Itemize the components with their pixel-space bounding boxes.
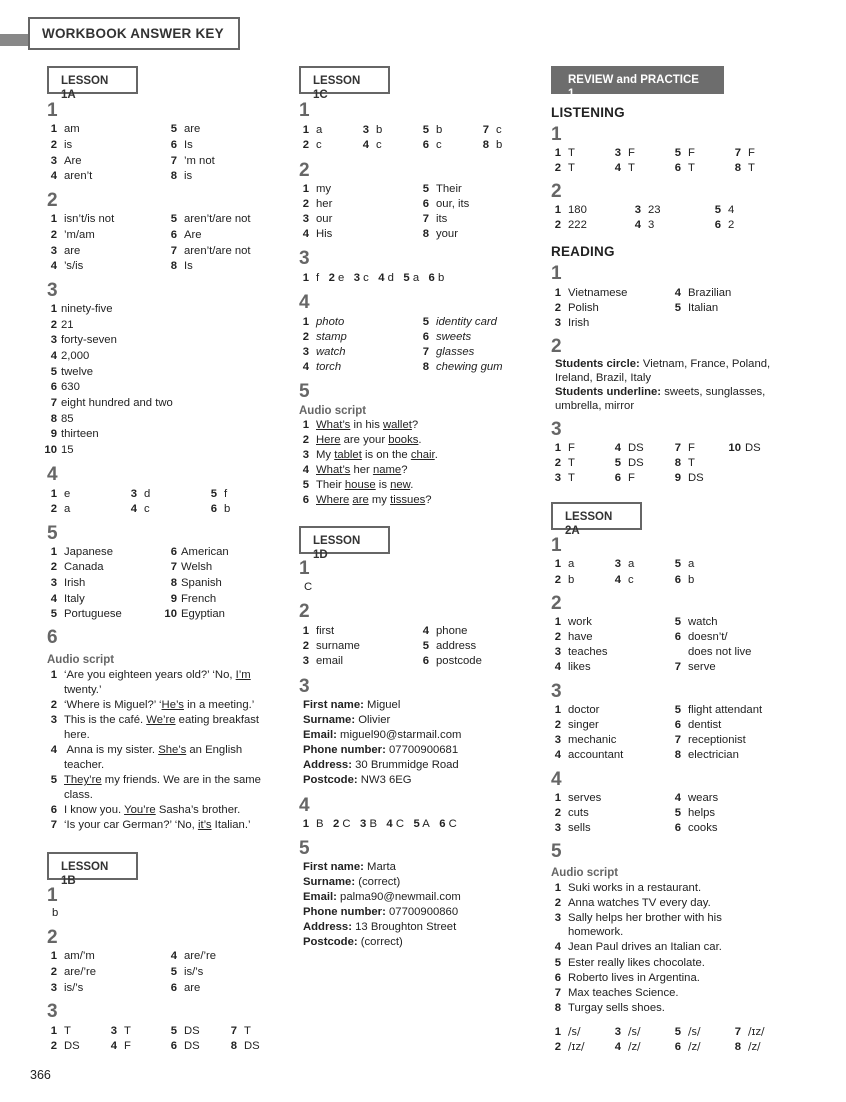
answer-item: 9 DS <box>674 472 704 484</box>
answer-item: 6 b <box>210 503 231 515</box>
script-line: 3 My tablet is on the chair. <box>302 449 438 461</box>
answer-item: 7 ’m not <box>170 155 215 167</box>
answer-item: 2 b <box>554 574 575 586</box>
answer-item: 6 postcode <box>422 655 482 667</box>
answer-item: 5 b <box>422 124 443 136</box>
answer-item: 4 Italy <box>50 593 85 605</box>
ex-number: 5 <box>299 838 310 859</box>
answer-item: 8 DS <box>230 1040 260 1052</box>
answer-item: 5 address <box>422 640 477 652</box>
answer-item: 8 b <box>482 139 503 151</box>
ex-number: 3 <box>299 248 310 269</box>
answer-item: 3 T <box>110 1025 131 1037</box>
answer-item: 8 Spanish <box>170 577 222 589</box>
answer-item: 1 Japanese <box>50 546 113 558</box>
students-circle: Students circle: Vietnam, France, Poland, <box>555 358 771 370</box>
answer-item: 5 Portuguese <box>50 608 122 620</box>
ipa-item: 5 /s/ <box>674 1026 701 1038</box>
answer-item: 7 its <box>422 213 448 225</box>
script-line: 4 What’s her name? <box>302 464 408 476</box>
script-line: 4 Jean Paul drives an Italian car. <box>554 941 722 953</box>
form-field: First name: Miguel <box>303 699 401 711</box>
answer-item: 7 serve <box>674 661 716 673</box>
answer-item: 3 d <box>130 488 151 500</box>
answer-item: 7 T <box>230 1025 251 1037</box>
answer-item: 2 222 <box>554 219 587 231</box>
lesson-2a-label: LESSON 2A <box>551 502 642 530</box>
script-line: class. <box>64 789 93 801</box>
form-field: Surname: (correct) <box>303 876 401 888</box>
answer-item: 2 Canada <box>50 561 104 573</box>
ex-number: 4 <box>299 795 310 816</box>
script-line: 2 ‘Where is Miguel?’ ‘He’s in a meeting.’ <box>50 699 255 711</box>
script-line: 3 Sally helps her brother with his <box>554 912 722 924</box>
answer-item: 7 eight hundred and two <box>50 397 173 409</box>
ipa-item: 7 /ɪz/ <box>734 1026 765 1038</box>
answer-item: 2 cuts <box>554 807 589 819</box>
answer-item: 6 cooks <box>674 822 718 834</box>
ex-number: 1 <box>551 263 562 284</box>
answer-item: 3 Irish <box>50 577 86 589</box>
script-line: 7 Max teaches Science. <box>554 987 679 999</box>
ex-number: 1 <box>299 558 310 579</box>
reading-title: READING <box>551 244 615 259</box>
script-line: 2 Here are your books. <box>302 434 422 446</box>
ipa-item: 6 /z/ <box>674 1041 701 1053</box>
answer-item: 2 DS <box>50 1040 80 1052</box>
form-field: Postcode: (correct) <box>303 936 403 948</box>
form-field: Surname: Olivier <box>303 714 391 726</box>
script-line: 3 This is the café. We’re eating breakfast <box>50 714 260 726</box>
answer-item: 3 are <box>50 245 81 257</box>
answer-item: 8 is <box>170 170 193 182</box>
form-field: Email: palma90@newmail.com <box>303 891 461 903</box>
answer-item: 8 chewing gum <box>422 361 503 373</box>
lesson-1b-label: LESSON 1B <box>47 852 138 880</box>
answer-item: 4 accountant <box>554 749 624 761</box>
answer-item: 1 a <box>554 558 575 570</box>
answer-item: 2 her <box>302 198 333 210</box>
form-field: Phone number: 07700900681 <box>303 744 459 756</box>
students-circle-cont: Ireland, Brazil, Italy <box>555 372 652 384</box>
answer-item: 5 identity card <box>422 316 497 328</box>
answer-item: 4 Brazilian <box>674 287 732 299</box>
answer-item: 9 French <box>170 593 217 605</box>
lesson-1d-label: LESSON 1D <box>299 526 390 554</box>
answer-item: 9 thirteen <box>50 428 99 440</box>
script-line: here. <box>64 729 90 741</box>
answer-item: 8 T <box>734 162 755 174</box>
answer-item: 10 15 <box>44 444 74 456</box>
answer-item: 2 is <box>50 139 73 151</box>
script-line: 6 Where are my tissues? <box>302 494 432 506</box>
answer-item: 5 flight attendant <box>674 704 763 716</box>
ex-number: 6 <box>47 627 58 648</box>
script-line: 6 Roberto lives in Argentina. <box>554 972 700 984</box>
ex-number: 2 <box>551 593 562 614</box>
answer-item: 7 glasses <box>422 346 475 358</box>
answer-item: 1 first <box>302 625 335 637</box>
answer-item: 1 F <box>554 442 575 454</box>
answer-item: 6 2 <box>714 219 735 231</box>
script-line: 8 Turgay sells shoes. <box>554 1002 665 1014</box>
answer-item: 5 F <box>674 147 695 159</box>
answer-item: 4 T <box>614 162 635 174</box>
answer-item: 6 F <box>614 472 635 484</box>
answer-item: 1 doctor <box>554 704 600 716</box>
answer-item: 1 work <box>554 616 592 628</box>
answer-item: 4 c <box>130 503 150 515</box>
answer-item: 8 Is <box>170 260 193 272</box>
answer-item: 2 a <box>50 503 71 515</box>
answer-item: 2 singer <box>554 719 599 731</box>
answer-item: 8 T <box>674 457 695 469</box>
ipa-item: 2 /ɪz/ <box>554 1041 585 1053</box>
answer-item: 5 are <box>170 123 201 135</box>
answer-item: 2 c <box>302 139 322 151</box>
script-line: 1 ‘Are you eighteen years old?’ ‘No, I’m <box>50 669 251 681</box>
answer-item: 3 Irish <box>554 317 590 329</box>
answer-item: 3 mechanic <box>554 734 617 746</box>
answer-item: 6 T <box>674 162 695 174</box>
audio-script-title: Audio script <box>299 405 367 417</box>
script-line: 1 What’s in his wallet? <box>302 419 419 431</box>
answer-item: 4 c <box>614 574 634 586</box>
answer-item: 5 watch <box>674 616 718 628</box>
answer-item: 2 21 <box>50 319 74 331</box>
answer-item: 3 forty-seven <box>50 334 117 346</box>
answer-item: 3 b <box>362 124 383 136</box>
form-field: First name: Marta <box>303 861 396 873</box>
answer-item: 3 teaches <box>554 646 608 658</box>
script-line: teacher. <box>64 759 105 771</box>
ex-number: 1 <box>299 100 310 121</box>
ex-number: 5 <box>299 381 310 402</box>
ex-number: 4 <box>47 464 58 485</box>
answer-item: 6 Is <box>170 139 193 151</box>
answer-item: 8 electrician <box>674 749 739 761</box>
ipa-item: 4 /z/ <box>614 1041 641 1053</box>
answer-item: 3 Are <box>50 155 82 167</box>
answer-item-cont: does not live <box>688 646 752 658</box>
page-number: 366 <box>30 1068 51 1082</box>
answer-item: 6 630 <box>50 381 80 393</box>
answer-item: 7 c <box>482 124 502 136</box>
answer-item: 3 sells <box>554 822 591 834</box>
header-bar-left <box>0 34 30 46</box>
answer-item: 1 my <box>302 183 332 195</box>
ex-number: 4 <box>551 769 562 790</box>
audio-script-title: Audio script <box>47 654 115 666</box>
script-line: 4 Anna is my sister. She’s an English <box>50 744 243 756</box>
script-line: 7 ‘Is your car German?’ ‘No, it’s Italian.’ <box>50 819 251 831</box>
ex-number: 1 <box>551 535 562 556</box>
answer-item: 1 am/’m <box>50 950 95 962</box>
answer-item: 3 is/’s <box>50 982 84 994</box>
ipa-item: 3 /s/ <box>614 1026 641 1038</box>
ipa-item: 1 /s/ <box>554 1026 581 1038</box>
answer-item: 5 4 <box>714 204 735 216</box>
header-title: WORKBOOK ANSWER KEY <box>42 26 224 41</box>
answer-item: 1 ninety-five <box>50 303 113 315</box>
ex-number: 3 <box>551 419 562 440</box>
students-underline: Students underline: sweets, sunglasses, <box>555 386 766 398</box>
answer-item: 2 stamp <box>302 331 347 343</box>
form-field: Address: 30 Brummidge Road <box>303 759 459 771</box>
answer-item: 7 aren’t/are not <box>170 245 251 257</box>
answer-item: 5 a <box>674 558 695 570</box>
answer-item: 7 F <box>734 147 755 159</box>
ex-number: 2 <box>299 601 310 622</box>
answer-item: 1 B 2 C 3 B 4 C 5 A 6 C <box>302 818 457 830</box>
ex-number: 5 <box>47 523 58 544</box>
answer-item: 4 phone <box>422 625 468 637</box>
answer-item: 4 ’s/is <box>50 260 84 272</box>
script-line: 5 Ester really likes chocolate. <box>554 957 705 969</box>
answer-item: 6 our, its <box>422 198 470 210</box>
answer-item: 3 23 <box>634 204 661 216</box>
answer-item: 6 American <box>170 546 229 558</box>
audio-script-title: Audio script <box>551 867 619 879</box>
answer-item: 5 twelve <box>50 366 94 378</box>
answer-item: 5 Their <box>422 183 462 195</box>
answer-item: 5 helps <box>674 807 716 819</box>
answer-item: 1 a <box>302 124 323 136</box>
ex-number: 3 <box>551 681 562 702</box>
answer-item: 10 DS <box>728 442 761 454</box>
ex-number: 2 <box>551 336 562 357</box>
ex-number: 3 <box>47 1001 58 1022</box>
answer-item: b <box>52 907 59 919</box>
script-line: 5 They’re my friends. We are in the same <box>50 774 261 786</box>
ex-number: 1 <box>551 124 562 145</box>
answer-item: 4 are/’re <box>170 950 217 962</box>
ipa-item: 8 /z/ <box>734 1041 761 1053</box>
answer-item: 4 aren’t <box>50 170 93 182</box>
answer-item: 1 e <box>50 488 71 500</box>
answer-item: C <box>304 581 313 593</box>
answer-item: 6 Are <box>170 229 202 241</box>
answer-item: 2 surname <box>302 640 360 652</box>
script-line: twenty.’ <box>64 684 102 696</box>
script-line: 5 Their house is new. <box>302 479 414 491</box>
answer-item: 6 b <box>674 574 695 586</box>
answer-item: 1 f 2 e 3 c 4 d 5 a 6 b <box>302 272 445 284</box>
script-line: 2 Anna watches TV every day. <box>554 897 711 909</box>
answer-item: 2 have <box>554 631 593 643</box>
ex-number: 4 <box>299 292 310 313</box>
answer-item: 4 His <box>302 228 333 240</box>
answer-item: 8 your <box>422 228 458 240</box>
header-title-box <box>28 17 240 50</box>
answer-item: 1 T <box>50 1025 71 1037</box>
answer-item: 5 f <box>210 488 228 500</box>
answer-item: 6 are <box>170 982 201 994</box>
answer-item: 4 2,000 <box>50 350 90 362</box>
answer-item: 4 wears <box>674 792 719 804</box>
answer-item: 8 85 <box>50 413 74 425</box>
answer-item: 5 DS <box>614 457 644 469</box>
answer-item: 7 receptionist <box>674 734 746 746</box>
answer-item: 2 ’m/am <box>50 229 95 241</box>
answer-item: 4 3 <box>634 219 655 231</box>
ex-number: 2 <box>551 181 562 202</box>
answer-item: 5 is/’s <box>170 966 204 978</box>
answer-item: 4 F <box>110 1040 131 1052</box>
answer-item: 4 likes <box>554 661 591 673</box>
answer-item: 5 Italian <box>674 302 719 314</box>
answer-item: 1 serves <box>554 792 602 804</box>
answer-item: 4 DS <box>614 442 644 454</box>
answer-item: 3 F <box>614 147 635 159</box>
students-underline-cont: umbrella, mirror <box>555 400 635 412</box>
ex-number: 1 <box>47 100 58 121</box>
answer-item: 3 a <box>614 558 635 570</box>
review-practice-label: REVIEW and PRACTICE 1 <box>551 66 724 94</box>
answer-item: 4 torch <box>302 361 342 373</box>
answer-item: 4 c <box>362 139 382 151</box>
ex-number: 3 <box>299 676 310 697</box>
answer-item: 1 am <box>50 123 80 135</box>
ex-number: 2 <box>47 190 58 211</box>
answer-item: 1 Vietnamese <box>554 287 628 299</box>
answer-item: 2 are/’re <box>50 966 97 978</box>
form-field: Email: miguel90@starmail.com <box>303 729 462 741</box>
answer-item: 1 isn’t/is not <box>50 213 115 225</box>
answer-item: 6 dentist <box>674 719 722 731</box>
script-line: homework. <box>568 926 624 938</box>
ex-number: 2 <box>299 160 310 181</box>
script-line: 1 Suki works in a restaurant. <box>554 882 702 894</box>
answer-item: 1 photo <box>302 316 345 328</box>
script-line: 6 I know you. You’re Sasha’s brother. <box>50 804 241 816</box>
lesson-1c-label: LESSON 1C <box>299 66 390 94</box>
answer-item: 3 T <box>554 472 575 484</box>
ex-number: 3 <box>47 280 58 301</box>
answer-item: 3 email <box>302 655 343 667</box>
answer-item: 1 180 <box>554 204 587 216</box>
answer-item: 10 Egyptian <box>164 608 225 620</box>
lesson-1a-label: LESSON 1A <box>47 66 138 94</box>
form-field: Phone number: 07700900860 <box>303 906 459 918</box>
ex-number: 2 <box>47 927 58 948</box>
answer-item: 6 doesn’t/ <box>674 631 728 643</box>
answer-item: 2 Polish <box>554 302 599 314</box>
answer-item: 3 watch <box>302 346 346 358</box>
answer-item: 6 sweets <box>422 331 472 343</box>
answer-item: 7 F <box>674 442 695 454</box>
answer-item: 2 T <box>554 457 575 469</box>
form-field: Postcode: NW3 6EG <box>303 774 412 786</box>
listening-title: LISTENING <box>551 105 625 120</box>
answer-item: 6 DS <box>170 1040 200 1052</box>
answer-item: 2 T <box>554 162 575 174</box>
ex-number: 5 <box>551 841 562 862</box>
ex-number: 1 <box>47 885 58 906</box>
answer-item: 7 Welsh <box>170 561 213 573</box>
answer-item: 1 T <box>554 147 575 159</box>
answer-item: 6 c <box>422 139 442 151</box>
answer-item: 3 our <box>302 213 333 225</box>
answer-item: 5 DS <box>170 1025 200 1037</box>
form-field: Address: 13 Broughton Street <box>303 921 457 933</box>
answer-item: 5 aren’t/are not <box>170 213 251 225</box>
